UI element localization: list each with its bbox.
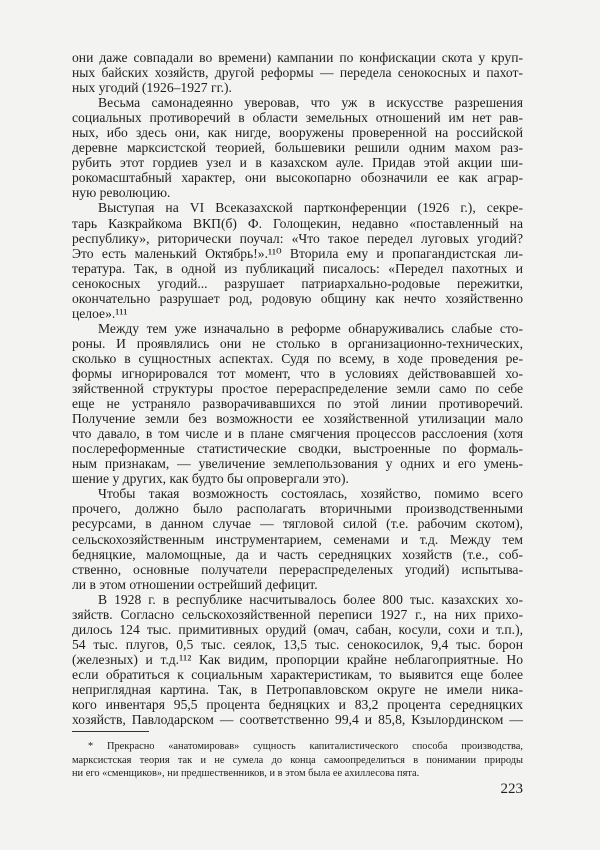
text-line: ных, ибо здесь они, как нигде, вооружены проверенной на российской — [72, 125, 523, 141]
paragraph — [72, 592, 523, 727]
text-line: ственно, основные получатели перераспределеных угодий) испытыва- — [72, 561, 523, 577]
text-line: зяйств. Согласно сельскохозяйственной переписи 1927 г., на них прихо- — [72, 606, 523, 622]
text-line: еще не устраняло разворачивавшихся по этой линии противоречий. — [72, 396, 523, 412]
page-number: 223 — [500, 781, 523, 797]
text-line: шение у других, как будто бы опровергали это). — [72, 471, 349, 487]
text-line: Весьма самонадеянно уверовав, что уж в искусстве разрешения — [98, 95, 523, 111]
footnote — [72, 740, 523, 781]
text-line: ную революцию. — [72, 185, 171, 201]
text-line: послереформенные статистические сводки, выстроенные по формаль- — [72, 441, 523, 457]
text-line: ли в этом отношении острейший дефицит. — [72, 576, 318, 592]
text-line: Между тем уже изначально в реформе обнаруживались слабые сто- — [98, 320, 523, 336]
footnote-line: ни его «сменщиков», ни предшественников, и в этом была ее ахиллесова пята. — [72, 768, 420, 779]
text-line: В 1928 г. в республике насчитывалось более 800 тыс. казахских хо- — [98, 591, 523, 607]
text-line: целое».¹¹¹ — [72, 305, 128, 321]
text-line: Получение земли без возможности ее хозяйственной утилизации мало — [72, 411, 523, 427]
text-line: зяйственной структуры простое перераспределение земли само по себе — [72, 381, 523, 397]
text-line: хозяйств, Павлодарском — соответственно 99,4 и 85,8, Кзылординском — — [72, 712, 523, 728]
text-line: Это есть маленький Октябрь!».¹¹⁰ Вторила ему и пропагандистская ли- — [72, 245, 523, 261]
text-line: дилось 124 тыс. примитивных орудий (омач, сабан, косули, сохи и т.п.), — [72, 621, 523, 637]
text-line: тарь Казкрайкома ВКП(б) Ф. Голощекин, недавно «поставленный на — [72, 215, 523, 231]
text-line: республику», риторически поучал: «Что такое передел луговых угодий? — [72, 230, 523, 246]
paragraph — [72, 200, 523, 320]
text-line: что давало, в том числе и в плане смягчения процессов расслоения (хотя — [72, 426, 523, 442]
paragraph — [72, 321, 523, 487]
text-line: деревне марксистской теорией, большевики решили одним махом раз- — [72, 140, 523, 156]
text-line: рокомасштабный характер, они высокопарно обозначили ее как аграр- — [72, 170, 523, 186]
text-line: сенокосных угодий... разрушает патриархально-родовые пережитки, — [72, 275, 523, 291]
text-line: кого инвентаря 95,5 процента бедняцких и 83,2 процента середняцких — [72, 697, 523, 713]
text-line: рубить этот гордиев узел и в казахском ауле. Придав этой акции ши- — [72, 155, 523, 171]
text-line: роны. И проявлялись они не столько в организационно-технических, — [72, 335, 523, 351]
text-line: 54 тыс. плугов, 0,5 тыс. сеялок, 13,5 тыс. сенокосилок, 9,4 тыс. борон — [72, 636, 523, 652]
paragraph — [72, 486, 523, 591]
text-line: они даже совпадали во времени) кампании по конфискации скота у круп- — [72, 50, 523, 65]
paragraph — [72, 50, 523, 95]
text-line: бедняцкие, маломощные, да и часть середняцких хозяйств (т.е., соб- — [72, 546, 523, 562]
text-line: ным признакам, — увеличение землепользования у одних и его умень- — [72, 456, 523, 472]
footnote-divider — [72, 731, 149, 732]
text-line: неприглядная картина. Так, в Петропавловском округе не имели ника- — [72, 681, 523, 697]
text-line: Выступая на VI Всеказахской партконференции (1926 г.), секре- — [98, 200, 523, 216]
text-line: окончательно разрушает род, родовую общину как нечто хозяйственно — [72, 290, 523, 306]
text-line: социальных противоречий в области земельных отношений им нет рав- — [72, 110, 523, 126]
text-line: сельскохозяйственным инструментарием, семенами и т.д. Между тем — [72, 531, 523, 547]
text-line: ресурсами, в данном случае — тягловой силой (т.е. рабочим скотом), — [72, 516, 523, 532]
text-line: если обратиться к социальным характеристикам, то выявится еще более — [72, 666, 523, 682]
text-line: ных угодий (1926–1927 гг.). — [72, 80, 232, 96]
text-line: (железных) и т.д.¹¹² Как видим, пропорции крайне неблагоприятные. Но — [72, 651, 523, 667]
footnote-line: * Прекрасно «анатомировав» сущность капиталистического способа производства, — [88, 741, 523, 752]
text-line: Чтобы такая возможность состоялась, хозяйство, помимо всего — [98, 486, 523, 502]
footnote-line: марксистская теория так и не сумела до конца самоопределиться в понимании природы — [72, 754, 523, 766]
text-line: тература. Так, в одной из публикаций писалось: «Передел пахотных и — [72, 260, 523, 276]
main-text — [72, 50, 523, 727]
text-line: сколько в сущностных аспектах. Судя по всему, в ходе проведения ре- — [72, 350, 523, 366]
paragraph — [72, 95, 523, 200]
text-line: прочего, должно было располагать вторичными производственными — [72, 501, 523, 517]
text-line: формы игнорировался тот момент, что в условиях действовавшей хо- — [72, 365, 523, 381]
text-line: ных байских хозяйств, другой реформы — передела сенокосных и пахот- — [72, 65, 523, 81]
